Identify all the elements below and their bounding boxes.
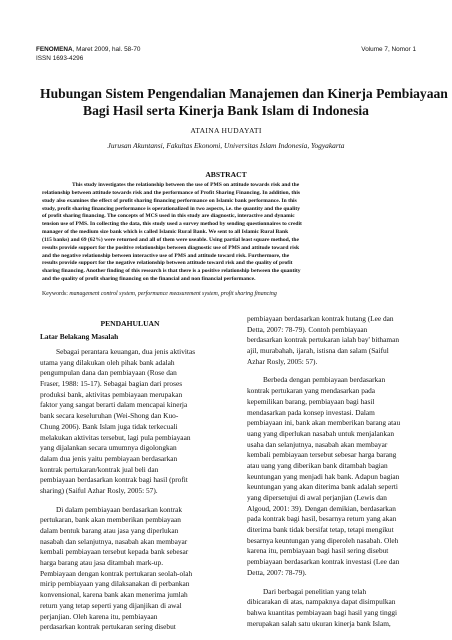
body-line: perdasarkan kontrak pertukaran sering disebut — [40, 622, 176, 632]
abstract-line: manager of the medium size bank which is called Islamic Rural Bank. We sent to all Islamic Rural Bank — [42, 229, 289, 236]
body-line: merupakan salah satu ukuran kinerja bank Islam, — [247, 618, 391, 628]
body-line: harga barang atau jasa ditambah mark-up. — [40, 558, 164, 568]
body-line: bank secara keseluruhan (Wei-Shong dan Kuo- — [40, 411, 179, 421]
body-line: mendasarkan pada konsep investasi. Dalam — [247, 407, 375, 417]
keywords — [42, 291, 422, 297]
abstract-line: This study investigates the relationship between the use of PMS on attitude towards risk and the — [72, 182, 300, 188]
abstract-line: sharing financing. Another finding of this research is that there is a positive relationship between the quantity — [42, 268, 301, 275]
subsection-heading: Latar Belakang Masalah — [40, 332, 119, 341]
paragraph-gap — [247, 579, 425, 587]
abstract-line: relationship between attitude towards risk and the performance of Profit Sharing Financing. In addition, this — [42, 189, 301, 196]
body-line: keuntungan yang menjadi hak bank. Adapun bagian — [247, 471, 400, 481]
journal-citation — [36, 46, 140, 55]
body-line: kontrak pertukaran yang mendasarkan pada — [247, 386, 376, 396]
body-line: uang yang diperlukan nasabah untuk menjalankan — [247, 428, 395, 438]
body-line: ajil, murabahah, ijarah, istisna dan salam (Saiful — [247, 346, 389, 356]
body-line: pengumpulan dana dan pembiayaan (Rose dan — [40, 368, 177, 378]
abstract-line: study also examines the effect of profit sharing financing performance on Islamic bank performance. In this — [42, 197, 297, 204]
body-line: Berbeda dengan pembiayaan berdasarkan — [263, 375, 386, 385]
body-line: pembiayaan ini, bank akan memberikan barang atau — [247, 418, 401, 428]
body-line: perjanjian. Oleh karena itu, pembiayaan — [40, 611, 158, 621]
body-line: nasabah dan selanjutnya, nasabah akan membayar — [40, 536, 188, 546]
abstract-line: and the quality of profit sharing financing on the financial and non financial performance. — [42, 276, 256, 283]
abstract-line: (115 banks) and 69 (62%) were returned and all of them were useable. Using partial least square method, the — [42, 236, 299, 243]
section-heading: PENDAHULUAN — [100, 319, 160, 328]
body-column-left — [40, 314, 220, 633]
title-line: Bagi Hasil serta Kinerja Bank Islam di Indonesia — [83, 102, 369, 118]
body-line: utama yang dilakukan oleh pihak bank adalah — [40, 357, 175, 367]
body-line: Azhar Rosly, 2005: 57). — [247, 356, 318, 366]
body-line: Detta, 2007: 78-79). Contoh pembiayaan — [247, 324, 368, 334]
body-line: besarnya keuntungan yang diperoleh nasabah. Oleh — [247, 535, 399, 545]
abstract-body — [42, 182, 410, 284]
body-line: Pembiayaan dengan kontrak pertukaran seolah-olah — [40, 568, 193, 578]
journal-header — [36, 46, 416, 63]
body-line: pada kontrak bagi hasil, besarnya return yang akan — [247, 514, 397, 524]
body-line: Fraser, 1988: 15-17). Sebagai bagian dari proses — [40, 379, 183, 389]
body-line: pembiayaan berdasarkan kontrak hutang (Lee dan — [247, 314, 394, 323]
body-line: Di dalam pembiayaan berdasarkan kontrak — [56, 504, 183, 514]
body-line: kepemilikan barang, pembiayaan bagi hasil — [247, 396, 375, 406]
title-line: Hubungan Sistem Pengendalian Manajemen dan Kinerja Pembiayaan — [40, 86, 448, 101]
body-line: Detta, 2007: 78-79). — [247, 567, 307, 577]
body-line: atau uang yang diberikan bank ditambah bagian — [247, 460, 388, 470]
body-line: pertukaran, bank akan memberikan pembiayaan — [40, 515, 181, 525]
body-line: sharing) (Saiful Azhar Rosly, 2005: 57). — [40, 485, 158, 495]
abstract-line: of profit sharing financing. The concepts of MCS used in this study are diagnostic, interactive and dynamic — [42, 213, 295, 220]
body-line: diterima bank tidak bersifat tetap, tetapi mengikut — [247, 525, 394, 535]
keywords-label: Keywords: — [42, 291, 70, 297]
body-line: konvensional, karena bank akan menerima jumlah — [40, 590, 188, 600]
abstract-line: and the negative relationship between interactive use of PMS and attitude toward risk. Furthermore, the — [42, 252, 290, 259]
body-line: kontrak pertukaran/kontrak jual beli dan — [40, 464, 159, 474]
body-line: Algoud, 2001: 39). Dengan demikian, berdasarkan — [247, 503, 396, 513]
body-line: dibicarakan di atas, nampaknya dapat disimpulkan — [247, 597, 396, 607]
keywords-list: management control system, performance measurement system, profit sharing financing — [69, 291, 277, 297]
journal-issue-info: , Maret 2009, hal. 58-70 — [72, 46, 141, 53]
body-line: yang dijalankan secara umumnya digolongkan — [40, 443, 177, 453]
body-line: usaha dan selanjutnya, nasabah akan membayar — [247, 439, 388, 449]
author-name: ATAINA HUDAYATI — [190, 126, 262, 135]
abstract-line: tension use of PMS. In collecting the data, this study used a survey method by sending questionnaires to credit — [42, 221, 302, 228]
body-line: kembali pembiayaan tersebut kepada bank sebesar — [40, 547, 189, 557]
body-line: karena itu, pembiayaan bagi hasil sering disebut — [247, 546, 389, 556]
abstract-heading: ABSTRACT — [205, 170, 247, 179]
abstract-line: results provide support for the negative relationship between attitude toward risk and the quality of profit — [42, 260, 293, 267]
body-line: Chung 2006). Bank Islam juga tidak terkecuali — [40, 421, 178, 431]
body-line: pembiayaan berdasarkan kontrak bagi hasil (profit — [40, 475, 188, 485]
body-line: pembiayaan berdasarkan kontrak investasi (Lee dan — [247, 557, 400, 567]
issn: ISSN 1693-4296 — [36, 54, 84, 62]
body-line: keuntungan yang akan diterima bank adalah seperti — [247, 482, 398, 492]
abstract-line: results provide support for the positive relationships between diagnostic use of PMS and attitude toward risk — [42, 244, 300, 251]
body-line: kembali pembiayaan tersebut sebesar harga barang — [247, 450, 397, 460]
body-line: dalam bentuk barang atau jasa yang diperlukan — [40, 526, 179, 535]
body-line: Dari berbagai penelitian yang telah — [263, 586, 367, 596]
journal-name: FENOMENA — [36, 46, 73, 53]
body-line: melakukan aktivitas tersebut, lagi pula pembiayaan — [40, 432, 191, 442]
abstract-line: study, profit sharing financing performance is operationalized in two aspects, i.e. the quantity and the quality — [42, 205, 300, 212]
body-line: mirip pembiayaan yang dilaksanakan di perbankan — [40, 579, 190, 589]
body-line: berdasarkan kontrak pertukaran ialah bay' bithaman — [247, 335, 400, 345]
author-affiliation: Jurusan Akuntansi, Fakultas Ekonomi, Universitas Islam Indonesia, Yogyakarta — [107, 141, 345, 150]
paper-title — [40, 86, 448, 119]
body-line: yang dipersetujui di awal perjanjian (Lewis dan — [247, 493, 387, 502]
body-line: faktor yang sangat berarti dalam mencapai kinerja — [40, 400, 188, 410]
body-line: dalam dua jenis yaitu pembiayaan berdasarkan — [40, 453, 178, 463]
body-line: Sebagai perantara keuangan, dua jenis aktivitas — [56, 347, 196, 356]
paragraph-gap — [247, 367, 425, 375]
body-column-right — [247, 314, 425, 629]
paragraph-gap — [40, 497, 220, 505]
body-line: bahwa kuantitas pembiayaan bagi hasil yang tinggi — [247, 607, 398, 617]
journal-volume: Volume 7, Nomor 1 — [361, 46, 416, 53]
body-line: return yang tetap seperti yang dijanjikan di awal — [40, 600, 182, 610]
body-line: produksi bank, aktivitas pembiayaan merupakan — [40, 389, 183, 399]
